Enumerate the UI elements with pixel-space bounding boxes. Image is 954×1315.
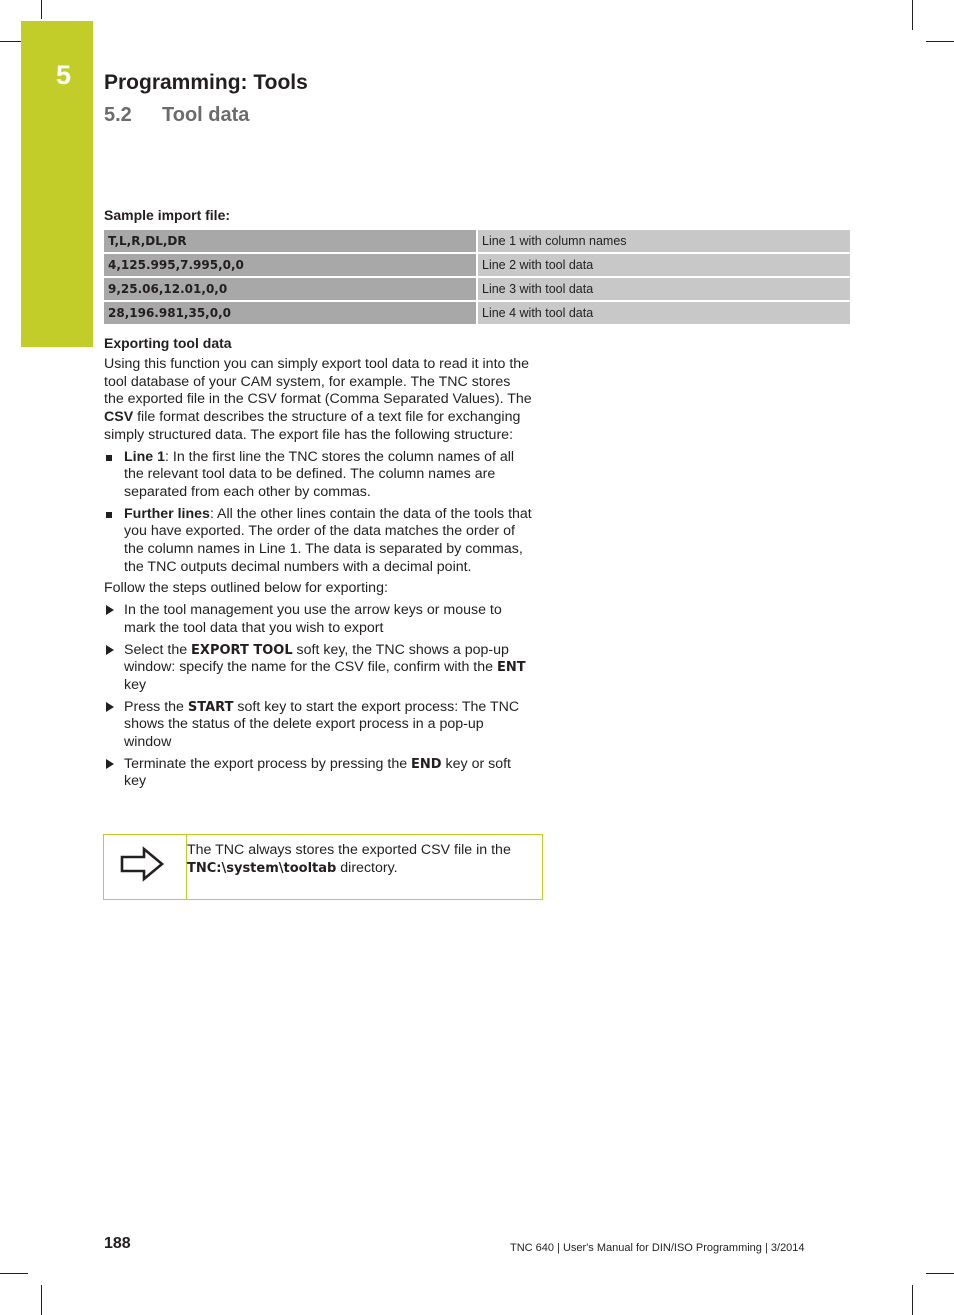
triangle-arrow-icon [106,702,114,712]
step-text: key [124,676,147,693]
intro-text: file format describes the structure of a text file for exchanging simply structured data. The export file has the following structure: [104,409,521,443]
section-title: Tool data [162,104,250,126]
page-number: 188 [104,1235,131,1252]
table-row [104,278,850,300]
square-bullet-icon [106,455,112,461]
step-text: In the tool management you use the arrow keys or mouse to mark the tool data that you wish to export [124,602,502,636]
step-text: Press the [124,698,188,715]
intro-paragraph [104,356,534,445]
crop-mark [926,1273,954,1274]
softkey-label: START [187,699,234,715]
steps-intro: Follow the steps outlined below for exporting: [104,580,388,597]
sample-table [104,228,850,326]
csv-cell: 28,196.981,35,0,0 [104,302,478,324]
step-text: Select the [124,641,192,658]
step-item [104,602,534,637]
description-cell: Line 3 with tool data [478,278,850,300]
csv-keyword: CSV [104,409,134,426]
triangle-arrow-icon [106,605,114,615]
step-text: key or soft key [124,755,511,790]
note-text-part: The TNC always stores the exported CSV file in the [187,842,511,858]
key-label: END [411,756,442,772]
step-item [104,756,534,791]
step-text: Terminate the export process by pressing the [124,755,412,772]
intro-text: Using this function you can simply export tool data to read it into the tool database of your CAM system, for example. The TNC stores the exported file in the CSV format (Comma Separated Values). The [104,356,532,408]
csv-cell: 9,25.06,12.01,0,0 [104,278,478,300]
triangle-arrow-icon [106,759,114,769]
bullet-term: Further lines [124,505,210,522]
softkey-label: EXPORT TOOL [191,642,293,658]
note-text-part: directory. [336,859,398,876]
note-text [187,842,532,877]
bullet-text: : All the other lines contain the data of the tools that you have exported. The order of the data matches the order of the column names in Line 1. The data is separated by commas, the TNC outputs decimal numbers with a decimal point. [124,505,532,575]
bullet-term: Line 1 [124,448,165,465]
directory-path: TNC:\system\tooltab [187,860,337,876]
list-item [104,449,534,502]
key-label: ENT [496,660,526,676]
export-heading: Exporting tool data [104,335,232,351]
step-item [104,642,534,695]
crop-mark [41,1285,42,1315]
step-text: soft key to start the export process: The TNC shows the status of the delete export process in a pop-up window [124,698,520,751]
crop-mark [41,0,42,19]
csv-cell: 4,125.995,7.995,0,0 [104,254,478,276]
crop-mark [912,1285,913,1315]
crop-mark [0,41,21,42]
bullet-text: : In the first line the TNC stores the column names of all the relevant tool data to be defined. The column names are separated from each other by commas. [124,448,515,500]
description-cell: Line 1 with column names [478,230,850,252]
crop-mark [0,1273,28,1274]
description-cell: Line 2 with tool data [478,254,850,276]
table-row [104,254,850,276]
step-item [104,699,534,752]
crop-mark [926,41,954,42]
table-row [104,302,850,324]
step-text: soft key, the TNC shows a pop-up window: specify the name for the CSV file, confirm with the [124,641,509,676]
sample-heading: Sample import file: [104,207,231,223]
csv-cell: T,L,R,DL,DR [104,230,478,252]
footer-text: TNC 640 | User's Manual for DIN/ISO Programming | 3/2014 [510,1242,805,1254]
triangle-arrow-icon [106,645,114,655]
arrow-right-outline-icon [120,845,166,888]
chapter-number: 5 [56,60,72,90]
table-row [104,230,850,252]
list-item [104,506,534,577]
export-body [104,356,534,791]
description-cell: Line 4 with tool data [478,302,850,324]
crop-mark [912,0,913,30]
chapter-title: Programming: Tools [104,71,308,94]
section-number: 5.2 [104,104,132,126]
note-box [103,834,543,900]
square-bullet-icon [106,512,112,518]
